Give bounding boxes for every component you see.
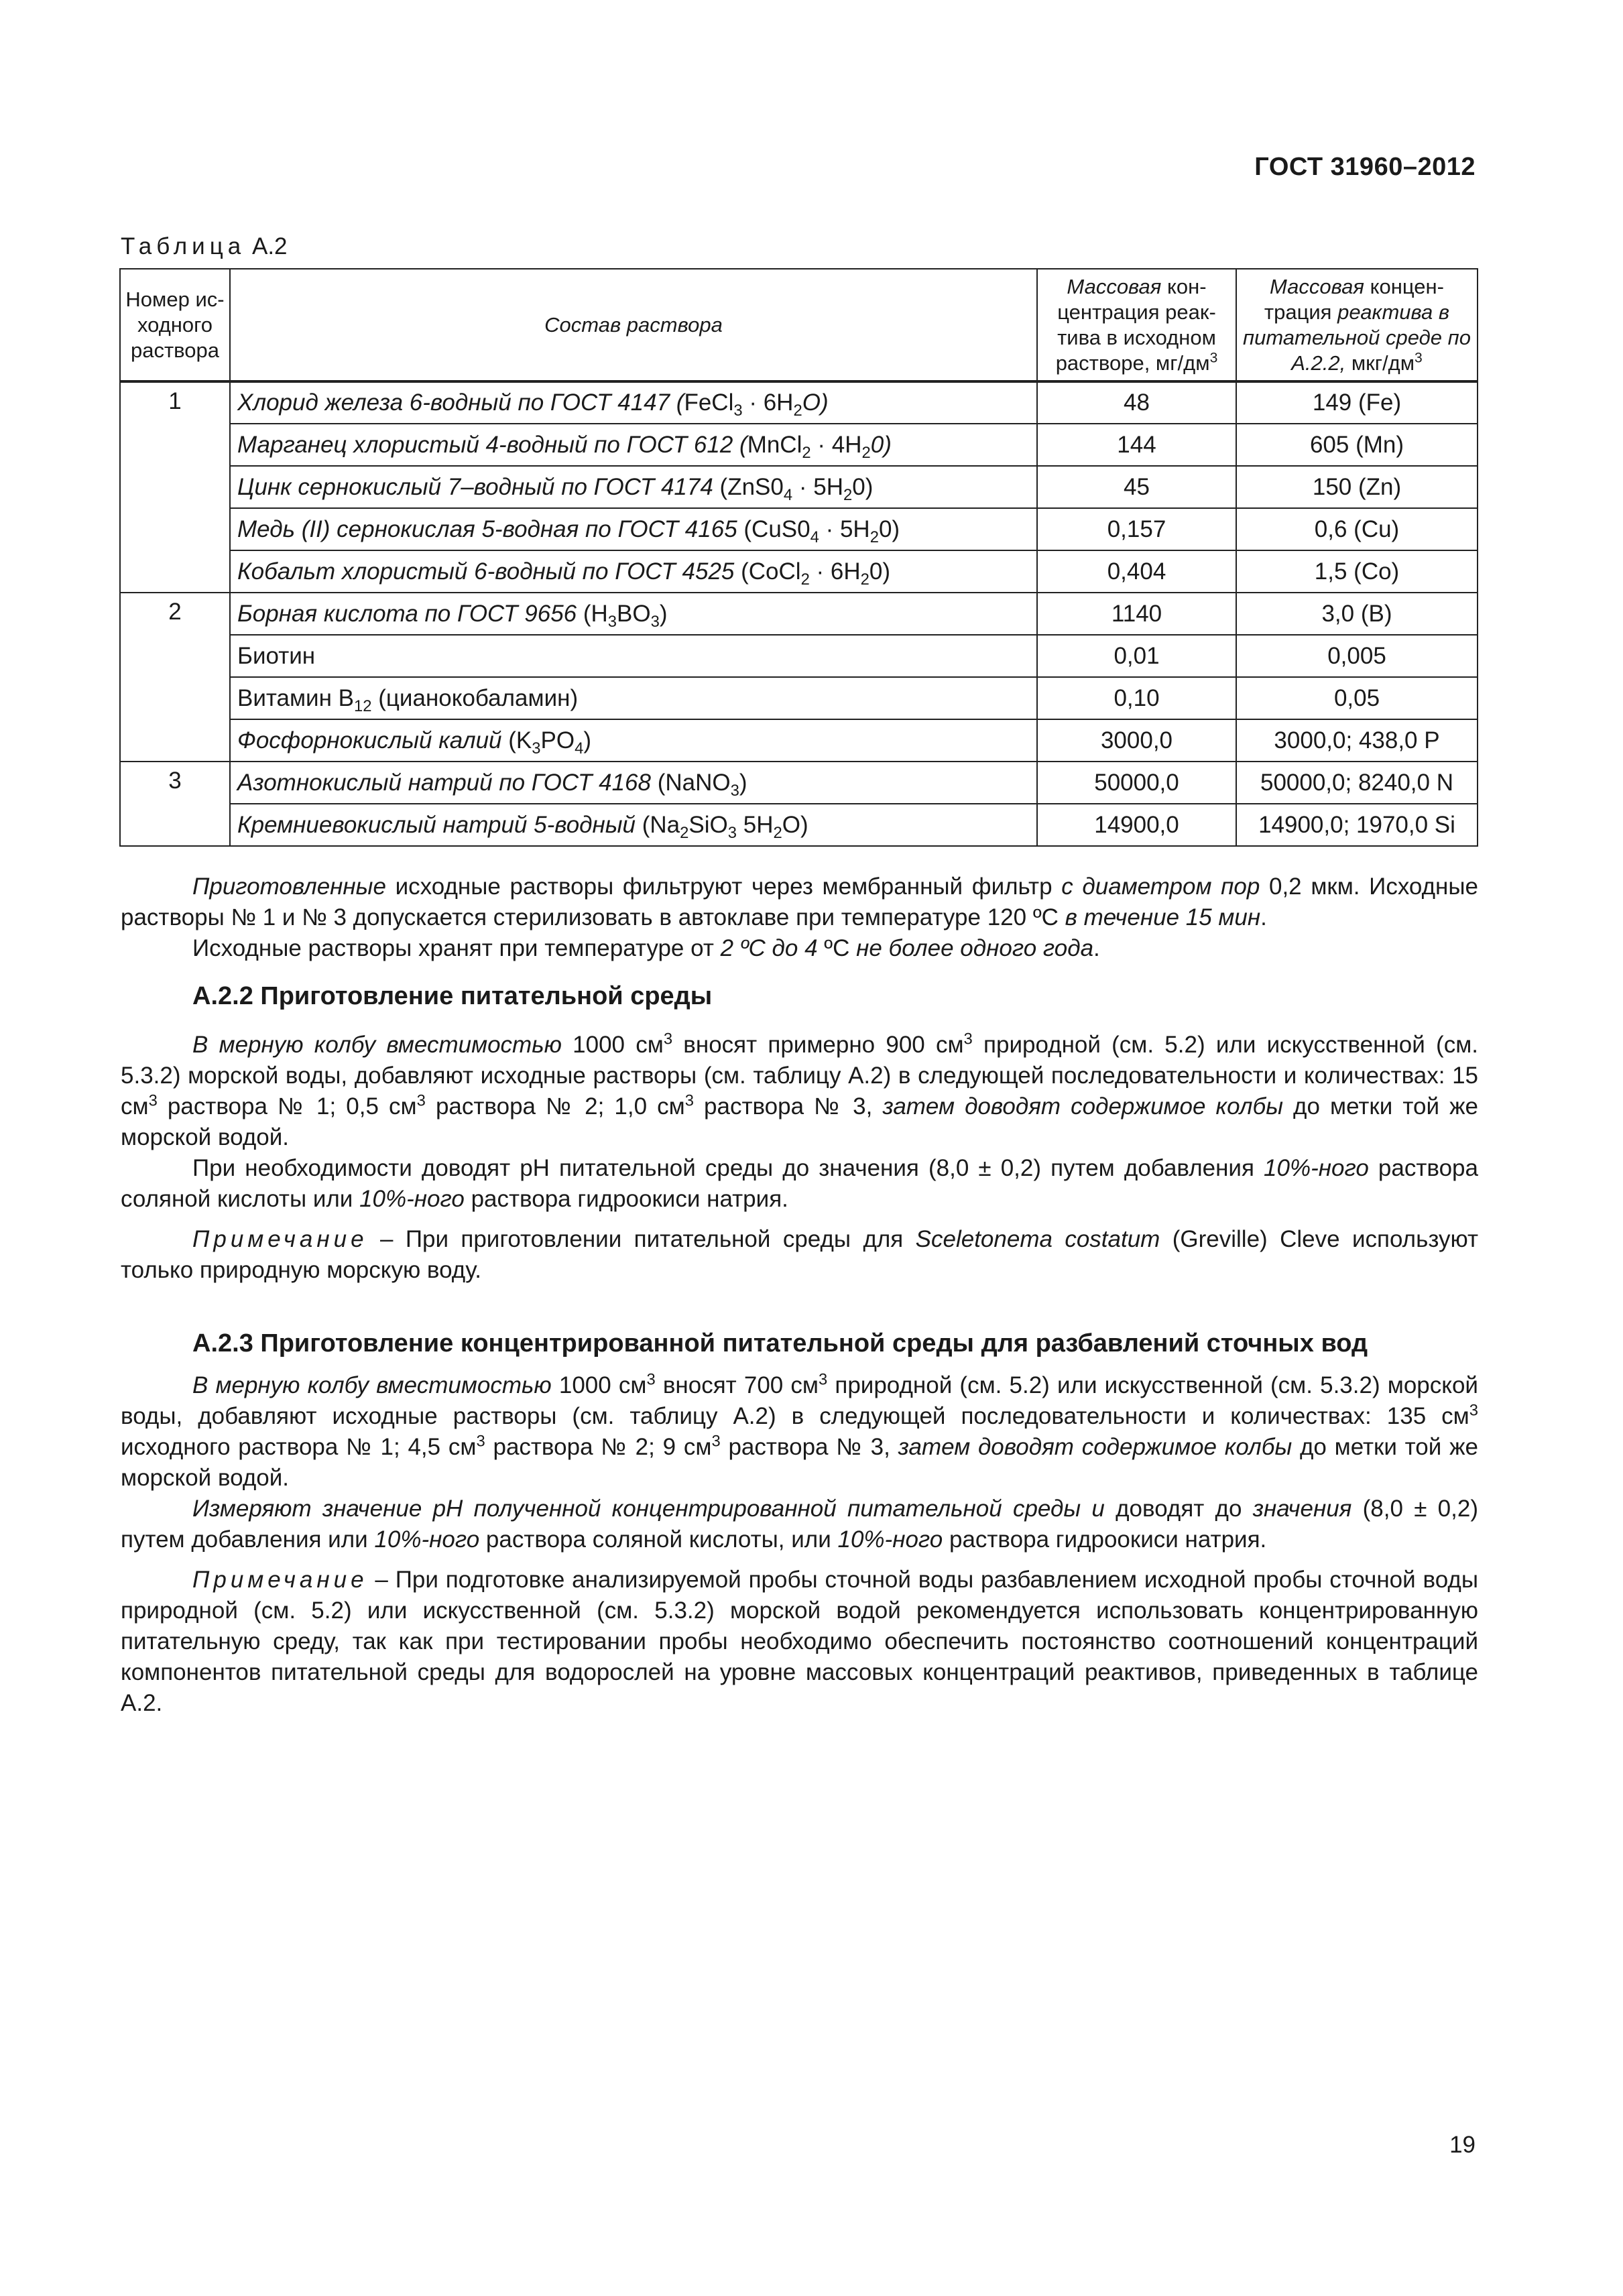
composition-cell: Хлорид железа 6-водный по ГОСТ 4147 (FeCl$_3$ · $6H_2O$) (230, 381, 1037, 424)
composition-cell: Борная кислота по ГОСТ 9656 $(H_3BO_3)$ (230, 593, 1037, 635)
solution-number: 3 (120, 762, 230, 846)
table-row (120, 635, 1478, 677)
stock-concentration-cell: 144 (1037, 424, 1236, 466)
stock-concentration-cell: 14900,0 (1037, 804, 1236, 846)
table-caption-number: А.2 (251, 233, 288, 259)
medium-concentration-cell: 0,005 (1236, 635, 1478, 677)
composition-cell: Азотнокислый натрий по ГОСТ 4168 (NaNO$_3$) (230, 762, 1037, 804)
composition-cell: Биотин (230, 635, 1037, 677)
medium-concentration-cell: 0,05 (1236, 677, 1478, 719)
table-caption (121, 233, 288, 260)
medium-concentration-cell: 605 (Mn) (1236, 424, 1478, 466)
composition-cell: Витамин $B_{12}$ (цианокобаламин) (230, 677, 1037, 719)
body-section-3 (121, 1327, 1478, 1719)
paragraph: При необходимости доводят рН питательной среды до значения (8,0 ± 0,2) путем добавления 10%-ного раствора соляной кислоты или 10%-ного раствора гидроокиси натрия. (121, 1155, 1478, 1212)
stock-concentration-cell: 50000,0 (1037, 762, 1236, 804)
medium-concentration-cell: 50000,0; 8240,0 N (1236, 762, 1478, 804)
note-paragraph: Примечание – При приготовлении питательной среды для Sceletonema costatum (Greville) Cleve используют только природную морскую воду. (121, 1226, 1478, 1283)
section-heading-a23: А.2.3 Приготовление концентрированной питательной среды для разбавлений сточных вод (192, 1329, 1368, 1357)
table-row (120, 677, 1478, 719)
medium-concentration-cell: 3000,0; 438,0 P (1236, 719, 1478, 762)
section-heading-a22: А.2.2 Приготовление питательной среды (192, 982, 713, 1010)
medium-concentration-cell: 14900,0; 1970,0 Si (1236, 804, 1478, 846)
header-stock-concentration: Массовая кон-центрация реак-тива в исходном растворе, $мг/дм^3$ (1037, 269, 1236, 381)
table-row (120, 550, 1478, 593)
composition-cell: Марганец хлористый 4-водный по ГОСТ 612 (MnCl$_2$ · $4H_20$) (230, 424, 1037, 466)
table-row (120, 804, 1478, 846)
composition-cell: Фосфорнокислый калий $(K_3PO_4)$ (230, 719, 1037, 762)
header-composition: Состав раствора (230, 269, 1037, 381)
composition-cell: Кремниевокислый натрий 5-водный ($Na_2SiO_3$ $5H_2O$) (230, 804, 1037, 846)
header-solution-number: Номер ис-ходного раствора (120, 269, 230, 381)
paragraph: В мерную колбу вместимостью 1000 $см^3$ вносят примерно 900 $см^3$ природной (см. 5.2) или искусственной (см. 5.3.2) морской воды, добавляют исходные растворы (см. таблицу А.2) в следующей последовательности и количествах: 15 $см^3$ раствора № 1; 0,5 $см^3$ раствора № 2; 1,0 $см^3$ раствора № 3, затем доводят содержимое колбы до метки той же морской водой. (121, 1030, 1478, 1150)
stock-concentration-cell: 0,404 (1037, 550, 1236, 593)
solution-number: 2 (120, 593, 230, 762)
stock-concentration-cell: 0,157 (1037, 508, 1236, 550)
table-row (120, 719, 1478, 762)
body-section-1 (121, 871, 1478, 964)
table-caption-word: Таблица (121, 233, 246, 259)
stock-concentration-cell: 1140 (1037, 593, 1236, 635)
composition-table (119, 268, 1478, 847)
stock-concentration-cell: 3000,0 (1037, 719, 1236, 762)
solution-number: 1 (120, 381, 230, 593)
paragraph: Исходные растворы хранят при температуре от 2 ºС до 4 ºС не более одного года. (192, 935, 1100, 961)
composition-cell: Цинк сернокислый 7–водный по ГОСТ 4174 $(ZnS0_4 \cdot 5H_20)$ (230, 466, 1037, 508)
stock-concentration-cell: 0,10 (1037, 677, 1236, 719)
table-row (120, 762, 1478, 804)
paragraph: В мерную колбу вместимостью 1000 $см^3$ вносят 700 $см^3$ природной (см. 5.2) или искусственной (см. 5.3.2) морской воды, добавляют исходные растворы (см. таблицу А.2) в следующей последовательности и количествах: 135 $см^3$ исходного раствора № 1; 4,5 $см^3$ раствора № 2; 9 $см^3$ раствора № 3, затем доводят содержимое колбы до метки той же морской водой. (121, 1370, 1478, 1491)
table-header-row (120, 269, 1478, 381)
table-row (120, 466, 1478, 508)
table-row (120, 424, 1478, 466)
note-paragraph: Примечание – При подготовке анализируемой пробы сточной воды разбавлением исходной пробы сточной воды природной (см. 5.2) или искусственной (см. 5.3.2) морской водой рекомендуется использовать концентрированную питательную среду, так как при тестировании пробы необходимо обеспечить постоянство соотношений концентраций компонентов питательной среды для водорослей на уровне массовых концентраций реактивов, приведенных в таблице А.2. (121, 1567, 1478, 1716)
medium-concentration-cell: 3,0 (B) (1236, 593, 1478, 635)
body-section-2 (121, 980, 1478, 1286)
medium-concentration-cell: 149 (Fe) (1236, 381, 1478, 424)
table-row (120, 508, 1478, 550)
medium-concentration-cell: 1,5 (Co) (1236, 550, 1478, 593)
composition-cell: Медь (II) сернокислая 5-водная по ГОСТ 4165 $(CuS0_4 \cdot 5H_20)$ (230, 508, 1037, 550)
stock-concentration-cell: 45 (1037, 466, 1236, 508)
stock-concentration-cell: 0,01 (1037, 635, 1236, 677)
header-medium-concentration: Массовая концен-трация реактива в питательной среде по А.2.2, мкг/$дм^3$ (1236, 269, 1478, 381)
table-row (120, 381, 1478, 424)
stock-concentration-cell: 48 (1037, 381, 1236, 424)
page-number: 19 (1449, 2132, 1476, 2158)
paragraph: Измеряют значение рН полученной концентрированной питательной среды и доводят до значения (8,0 ± 0,2) путем добавления или 10%-ного раствора соляной кислоты, или 10%-ного раствора гидроокиси натрия. (121, 1496, 1478, 1553)
document-header: ГОСТ 31960–2012 (1254, 153, 1476, 181)
paragraph: Приготовленные исходные растворы фильтруют через мембранный фильтр с диаметром пор 0,2 мкм. Исходные растворы № 1 и № 3 допускается стерилизовать в автоклаве при температуре 120 ºС в течение 15 мин. (121, 873, 1478, 930)
medium-concentration-cell: 150 (Zn) (1236, 466, 1478, 508)
composition-cell: Кобальт хлористый 6-водный по ГОСТ 4525 (CoCl$_2$ · $6H_20$) (230, 550, 1037, 593)
medium-concentration-cell: 0,6 (Cu) (1236, 508, 1478, 550)
table-row (120, 593, 1478, 635)
